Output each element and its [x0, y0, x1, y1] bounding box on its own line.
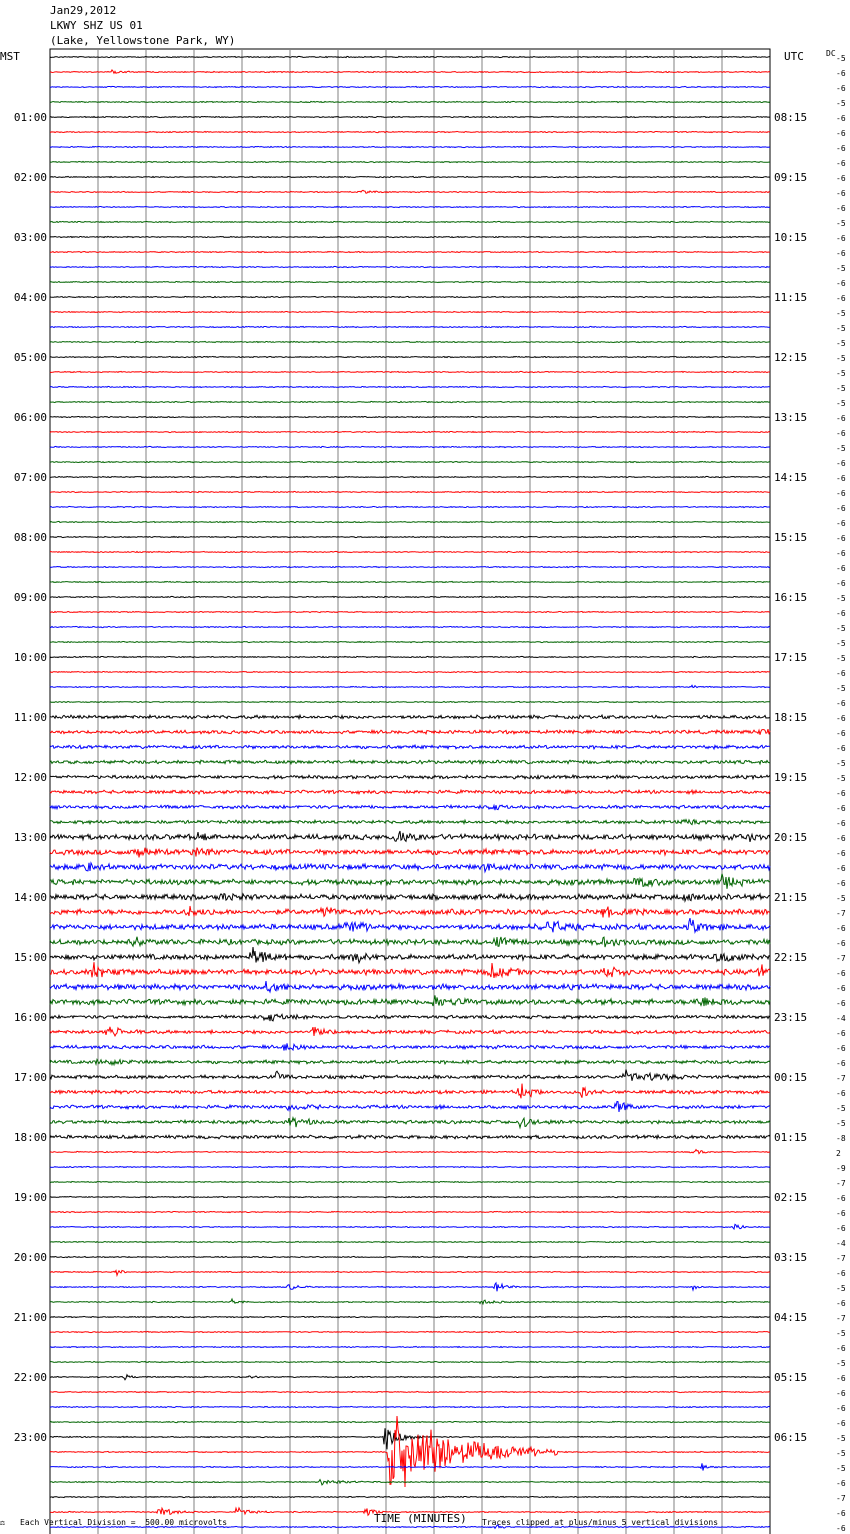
dc-offset-label: -6: [836, 174, 846, 183]
utc-hour-label: 06:15: [774, 1431, 808, 1444]
trace-line: [50, 371, 770, 372]
dc-offset-label: -7: [836, 1314, 846, 1323]
dc-offset-label: -8: [836, 1134, 846, 1143]
trace-line: [50, 1027, 770, 1036]
dc-offset-label: -5: [836, 354, 846, 363]
trace-line: [50, 146, 770, 147]
dc-offset-label: -5: [836, 1464, 846, 1473]
mst-hour-label: 18:00: [13, 1131, 47, 1144]
dc-offset-label: -5: [836, 654, 846, 663]
seismic-traces: [50, 56, 770, 1534]
trace-line: [50, 1480, 770, 1485]
trace-line: [50, 386, 770, 387]
trace-line: [50, 863, 770, 872]
mst-hour-label: 22:00: [13, 1371, 47, 1384]
mst-hour-label: 19:00: [13, 1191, 47, 1204]
trace-line: [50, 206, 770, 207]
trace-line: [50, 729, 770, 735]
trace-line: [50, 1406, 770, 1407]
dc-offset-label: -6: [836, 279, 846, 288]
utc-hour-label: 05:15: [774, 1371, 808, 1384]
trace-line: [50, 551, 770, 552]
dc-offset-label: -7: [836, 1179, 846, 1188]
trace-line: [50, 311, 770, 312]
dc-offset-label: -6: [836, 579, 846, 588]
mst-hour-label: 12:00: [13, 771, 47, 784]
mst-hour-label: 08:00: [13, 531, 47, 544]
dc-offset-label: -5: [836, 339, 846, 348]
trace-line: [50, 848, 770, 858]
dc-offset-label: -6: [836, 234, 846, 243]
trace-line: [50, 685, 770, 687]
dc-offset-label: -6: [836, 1269, 846, 1278]
trace-line: [50, 296, 770, 297]
utc-hour-label: 09:15: [774, 171, 808, 184]
mst-hour-label: 17:00: [13, 1071, 47, 1084]
dc-offset-label: -6: [836, 1194, 846, 1203]
dc-offset-label: -6: [836, 429, 846, 438]
trace-line: [50, 1331, 770, 1332]
dc-offset-label: -5: [836, 384, 846, 393]
trace-line: [50, 1421, 770, 1422]
mst-hour-label: 01:00: [13, 111, 47, 124]
trace-line: [50, 1299, 770, 1304]
scale-icon: ⚖: [0, 1518, 5, 1527]
mst-hour-label: 20:00: [13, 1251, 47, 1264]
utc-hour-label: 16:15: [774, 591, 808, 604]
dc-offset-label: -6: [836, 1389, 846, 1398]
dc-offset-label: -6: [836, 1059, 846, 1068]
trace-line: [50, 981, 770, 992]
utc-hour-label: 02:15: [774, 1191, 808, 1204]
trace-line: [50, 962, 770, 978]
dc-offset-label: -6: [836, 969, 846, 978]
trace-line: [50, 1316, 770, 1317]
utc-hour-label: 15:15: [774, 531, 808, 544]
mst-hour-label: 13:00: [13, 831, 47, 844]
dc-offset-label: -6: [836, 1509, 846, 1518]
dc-offset-label: -6: [836, 924, 846, 933]
dc-offset-label: -9: [836, 1164, 846, 1173]
dc-offset-label: -6: [836, 1089, 846, 1098]
dc-offset-label: -6: [836, 114, 846, 123]
dc-offset-label: -6: [836, 669, 846, 678]
trace-line: [50, 760, 770, 764]
dc-offset-label: -5: [836, 1119, 846, 1128]
trace-line: [50, 1150, 770, 1154]
trace-line: [50, 101, 770, 102]
dc-offset-label: -6: [836, 714, 846, 723]
dc-offset-label: -6: [836, 1224, 846, 1233]
trace-line: [50, 641, 770, 642]
dc-offset-label: -6: [836, 1524, 846, 1533]
dc-offset-label: -5: [836, 684, 846, 693]
trace-line: [50, 1043, 770, 1050]
utc-hour-label: 11:15: [774, 291, 808, 304]
dc-offset-label: -5: [836, 759, 846, 768]
dc-offset-label: -6: [836, 504, 846, 513]
dc-offset-label: -7: [836, 954, 846, 963]
trace-line: [50, 281, 770, 282]
trace-line: [50, 491, 770, 492]
dc-offset-label: -6: [836, 69, 846, 78]
dc-offset-label: -6: [836, 819, 846, 828]
dc-offset-label: -5: [836, 639, 846, 648]
dc-offset-label: -6: [836, 729, 846, 738]
trace-line: [50, 251, 770, 252]
dc-offset-label: -6: [836, 849, 846, 858]
dc-offset-label: -6: [836, 534, 846, 543]
mst-hour-label: 10:00: [13, 651, 47, 664]
utc-hour-label: 01:15: [774, 1131, 808, 1144]
dc-offset-label: -6: [836, 474, 846, 483]
mst-hour-label: 07:00: [13, 471, 47, 484]
dc-offset-label: -5: [836, 1284, 846, 1293]
dc-offset-label: -6: [836, 489, 846, 498]
mst-hour-label: 11:00: [13, 711, 47, 724]
trace-line: [50, 1118, 770, 1128]
trace-line: [50, 1014, 770, 1021]
dc-offset-label: -6: [836, 834, 846, 843]
dc-offset-label: -6: [836, 1344, 846, 1353]
trace-line: [50, 356, 770, 357]
dc-offset-label: -6: [836, 984, 846, 993]
trace-line: [50, 874, 770, 889]
dc-offset-label: -7: [836, 1494, 846, 1503]
dc-offset-label: -7: [836, 909, 846, 918]
dc-offset-label: -6: [836, 84, 846, 93]
dc-offset-label: -6: [836, 129, 846, 138]
trace-line: [50, 1361, 770, 1362]
mst-hour-label: 15:00: [13, 951, 47, 964]
trace-line: [50, 190, 770, 193]
dc-offset-label: -5: [836, 54, 846, 63]
trace-line: [50, 1135, 770, 1139]
trace-line: [50, 1496, 770, 1497]
clipping-note: Traces clipped at plus/minus 5 vertical divisions: [482, 1518, 719, 1527]
mst-hour-label: 04:00: [13, 291, 47, 304]
trace-line: [50, 656, 770, 657]
dc-offset-label: -4: [836, 1014, 846, 1023]
dc-offset-label: -6: [836, 459, 846, 468]
trace-line: [50, 446, 770, 447]
trace-line: [50, 1346, 770, 1347]
dc-offset-label: -5: [836, 264, 846, 273]
trace-line: [50, 341, 770, 342]
dc-offset-label: -5: [836, 1329, 846, 1338]
trace-line: [50, 86, 770, 87]
vertical-division-note: Each Vertical Division = 500.00 microvolts: [20, 1518, 228, 1527]
dc-offset-label: -6: [836, 519, 846, 528]
dc-offset-label: -6: [836, 1374, 846, 1383]
utc-hour-label: 14:15: [774, 471, 808, 484]
dc-offset-label: -6: [836, 864, 846, 873]
trace-line: [50, 1060, 770, 1065]
dc-offset-label: -5: [836, 444, 846, 453]
left-timezone-label: MST: [0, 50, 20, 63]
trace-line: [50, 596, 770, 597]
dc-offset-label: -6: [836, 1404, 846, 1413]
trace-line: [50, 1270, 770, 1275]
trace-line: [50, 266, 770, 267]
dc-offset-label: -5: [836, 894, 846, 903]
dc-offset-label: -6: [836, 1299, 846, 1308]
trace-line: [50, 1416, 770, 1487]
utc-hour-label: 08:15: [774, 111, 808, 124]
mst-hour-label: 02:00: [13, 171, 47, 184]
dc-offset-label: -6: [836, 144, 846, 153]
dc-offset-label: -7: [836, 1254, 846, 1263]
dc-offset-label: -5: [836, 594, 846, 603]
mst-hour-label: 03:00: [13, 231, 47, 244]
dc-offset-label: -5: [836, 1104, 846, 1113]
trace-line: [50, 1211, 770, 1212]
plot-date: Jan29,2012: [50, 4, 117, 17]
dc-offset-label: -5: [836, 1434, 846, 1443]
dc-offset-label: -5: [836, 1449, 846, 1458]
trace-line: [50, 894, 770, 901]
mst-hour-label: 23:00: [13, 1431, 47, 1444]
dc-offset-label: -6: [836, 249, 846, 258]
dc-offset-label: -6: [836, 699, 846, 708]
trace-line: [50, 70, 770, 73]
station-code: LKWY SHZ US 01: [50, 19, 143, 32]
dc-offset-label: -6: [836, 939, 846, 948]
trace-line: [50, 831, 770, 842]
trace-line: [50, 1224, 770, 1229]
utc-hour-label: 21:15: [774, 891, 808, 904]
dc-offset-label: -6: [836, 1029, 846, 1038]
utc-hour-label: 17:15: [774, 651, 808, 664]
dc-offset-label: -5: [836, 624, 846, 633]
utc-hour-label: 18:15: [774, 711, 808, 724]
dc-offset-label: -6: [836, 789, 846, 798]
trace-line: [50, 521, 770, 522]
trace-line: [50, 461, 770, 462]
mst-hour-label: 14:00: [13, 891, 47, 904]
dc-offset-header: DC: [826, 49, 836, 58]
mst-hour-label: 09:00: [13, 591, 47, 604]
trace-line: [50, 506, 770, 507]
dc-offset-label: -6: [836, 879, 846, 888]
utc-hour-label: 13:15: [774, 411, 808, 424]
utc-hour-label: 22:15: [774, 951, 808, 964]
dc-offset-label: -6: [836, 564, 846, 573]
dc-offset-label: -5: [836, 99, 846, 108]
trace-line: [50, 1375, 770, 1380]
trace-line: [50, 1102, 770, 1112]
dc-offset-label: -6: [836, 744, 846, 753]
dc-offset-label: -6: [836, 804, 846, 813]
dc-offset-label: -5: [836, 774, 846, 783]
trace-line: [50, 131, 770, 132]
dc-offset-label: -6: [836, 189, 846, 198]
dc-offset-label: -4: [836, 1239, 846, 1248]
mst-hour-label: 06:00: [13, 411, 47, 424]
dc-offset-label: 2: [836, 1149, 841, 1158]
right-timezone-label: UTC: [784, 50, 804, 63]
trace-line: [50, 906, 770, 918]
dc-offset-label: -5: [836, 309, 846, 318]
station-location: (Lake, Yellowstone Park, WY): [50, 34, 236, 47]
dc-offset-label: -6: [836, 1419, 846, 1428]
trace-line: [50, 566, 770, 567]
mst-hour-label: 16:00: [13, 1011, 47, 1024]
trace-line: [50, 805, 770, 810]
trace-line: [50, 671, 770, 672]
trace-line: [50, 995, 770, 1006]
trace-line: [50, 1241, 770, 1242]
trace-line: [50, 1463, 770, 1470]
trace-line: [50, 1283, 770, 1291]
x-axis-title: TIME (MINUTES): [374, 1512, 467, 1525]
trace-line: [50, 431, 770, 432]
trace-line: [50, 1391, 770, 1392]
time-labels: [14, 54, 846, 1534]
trace-line: [50, 476, 770, 477]
trace-line: [50, 176, 770, 177]
dc-offset-label: -6: [836, 1044, 846, 1053]
dc-offset-label: -6: [836, 159, 846, 168]
trace-line: [50, 775, 770, 779]
trace-line: [50, 1256, 770, 1257]
trace-line: [50, 1166, 770, 1167]
dc-offset-label: -6: [836, 999, 846, 1008]
trace-line: [50, 1196, 770, 1197]
trace-line: [50, 790, 770, 794]
utc-hour-label: 10:15: [774, 231, 808, 244]
dc-offset-label: -7: [836, 1074, 846, 1083]
utc-hour-label: 00:15: [774, 1071, 808, 1084]
utc-hour-label: 03:15: [774, 1251, 808, 1264]
dc-offset-label: -6: [836, 549, 846, 558]
utc-hour-label: 04:15: [774, 1311, 808, 1324]
trace-line: [50, 937, 770, 947]
dc-offset-label: -6: [836, 204, 846, 213]
trace-line: [50, 715, 770, 719]
dc-offset-label: -5: [836, 369, 846, 378]
trace-line: [50, 918, 770, 932]
trace-line: [50, 326, 770, 327]
utc-hour-label: 20:15: [774, 831, 808, 844]
trace-line: [50, 611, 770, 612]
trace-line: [50, 581, 770, 582]
mst-hour-label: 21:00: [13, 1311, 47, 1324]
trace-line: [50, 947, 770, 963]
trace-line: [50, 236, 770, 237]
trace-line: [50, 1428, 770, 1449]
dc-offset-label: -5: [836, 324, 846, 333]
utc-hour-label: 19:15: [774, 771, 808, 784]
trace-line: [50, 161, 770, 162]
dc-offset-label: -6: [836, 414, 846, 423]
utc-hour-label: 23:15: [774, 1011, 808, 1024]
trace-line: [50, 56, 770, 57]
trace-line: [50, 401, 770, 402]
mst-hour-label: 05:00: [13, 351, 47, 364]
trace-line: [50, 701, 770, 702]
dc-offset-label: -5: [836, 219, 846, 228]
trace-line: [50, 1181, 770, 1182]
trace-line: [50, 626, 770, 627]
dc-offset-label: -6: [836, 294, 846, 303]
trace-line: [50, 1070, 770, 1081]
dc-offset-label: -6: [836, 1209, 846, 1218]
trace-line: [50, 745, 770, 749]
trace-line: [50, 1084, 770, 1099]
trace-line: [50, 116, 770, 117]
trace-line: [50, 416, 770, 417]
dc-offset-label: -6: [836, 609, 846, 618]
dc-offset-label: -5: [836, 1359, 846, 1368]
dc-offset-label: -6: [836, 1479, 846, 1488]
dc-offset-label: -5: [836, 399, 846, 408]
trace-line: [50, 536, 770, 537]
trace-line: [50, 820, 770, 825]
trace-line: [50, 221, 770, 222]
utc-hour-label: 12:15: [774, 351, 808, 364]
